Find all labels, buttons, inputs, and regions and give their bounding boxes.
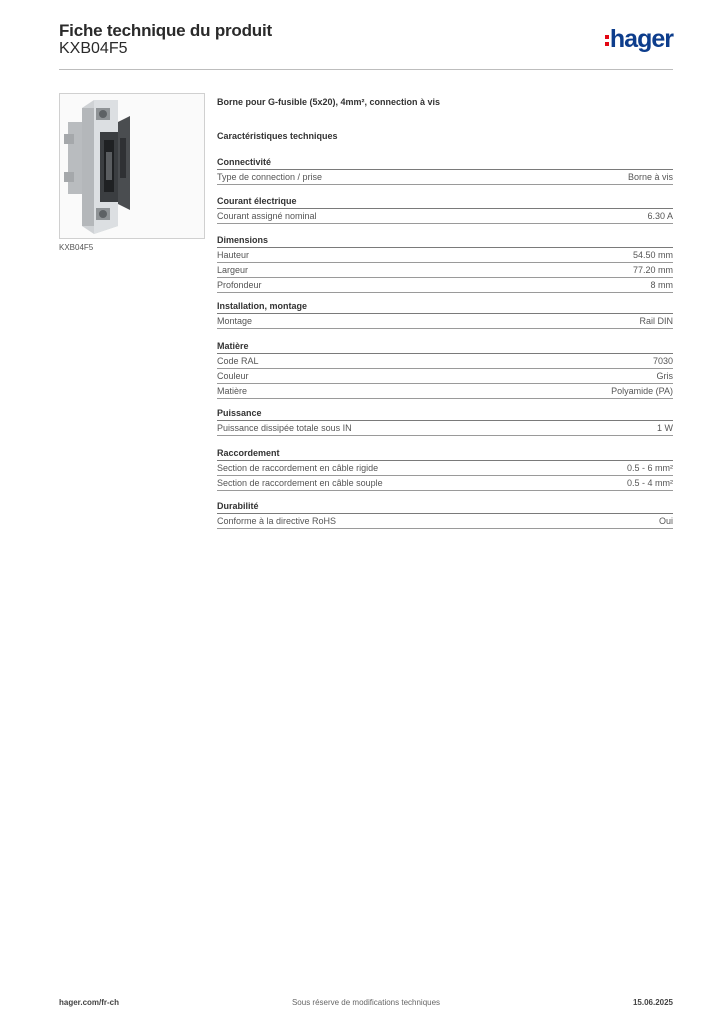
page-header	[59, 21, 673, 70]
fuse-terminal-illustration	[60, 94, 204, 238]
section	[217, 406, 673, 436]
product-reference: KXB04F5	[59, 40, 128, 57]
spec-value: 0.5 - 6 mm²	[626, 463, 673, 473]
spec-value: 54.50 mm	[632, 250, 673, 260]
spec-row	[217, 384, 673, 399]
section	[217, 299, 673, 329]
section-title: Puissance	[217, 406, 673, 421]
technical-characteristics-title: Caractéristiques techniques	[217, 131, 338, 141]
section	[217, 446, 673, 491]
spec-label: Courant assigné nominal	[217, 211, 317, 221]
spec-value: 7030	[652, 356, 673, 366]
spec-value: 6.30 A	[647, 211, 673, 221]
hager-logo	[605, 25, 673, 53]
spec-value: 8 mm	[650, 280, 673, 290]
section-title: Dimensions	[217, 233, 673, 248]
spec-value: 0.5 - 4 mm²	[626, 478, 673, 488]
spec-label: Hauteur	[217, 250, 250, 260]
spec-label: Profondeur	[217, 280, 262, 290]
footer-date: 15.06.2025	[632, 998, 673, 1007]
section-title: Installation, montage	[217, 299, 673, 314]
spec-label: Code RAL	[217, 356, 259, 366]
spec-row	[217, 314, 673, 329]
section-title: Raccordement	[217, 446, 673, 461]
spec-value: Oui	[658, 516, 673, 526]
logo-text: hager	[609, 24, 673, 53]
spec-value: Borne à vis	[627, 172, 673, 182]
spec-row	[217, 354, 673, 369]
spec-row	[217, 248, 673, 263]
spec-label: Montage	[217, 316, 253, 326]
section-title: Courant électrique	[217, 194, 673, 209]
section	[217, 194, 673, 224]
spec-row	[217, 476, 673, 491]
section	[217, 499, 673, 529]
spec-row	[217, 209, 673, 224]
spec-label: Matière	[217, 386, 248, 396]
spec-row	[217, 263, 673, 278]
spec-label: Type de connection / prise	[217, 172, 323, 182]
image-caption: KXB04F5	[59, 243, 94, 252]
spec-row	[217, 278, 673, 293]
section	[217, 339, 673, 399]
spec-row	[217, 514, 673, 529]
section-title: Matière	[217, 339, 673, 354]
spec-value: 77.20 mm	[632, 265, 673, 275]
spec-row	[217, 461, 673, 476]
spec-value: 1 W	[656, 423, 673, 433]
spec-label: Section de raccordement en câble souple	[217, 478, 383, 488]
logo-dots-icon	[605, 35, 609, 46]
spec-row	[217, 170, 673, 185]
section	[217, 233, 673, 293]
spec-value: Polyamide (PA)	[611, 386, 673, 396]
document-title: Fiche technique du produit	[59, 21, 272, 40]
section	[217, 155, 673, 185]
footer-notice: Sous réserve de modifications techniques	[291, 998, 441, 1007]
spec-value: Rail DIN	[639, 316, 673, 326]
spec-row	[217, 421, 673, 436]
spec-label: Couleur	[217, 371, 249, 381]
product-image	[59, 93, 205, 239]
spec-label: Section de raccordement en câble rigide	[217, 463, 379, 473]
spec-label: Largeur	[217, 265, 249, 275]
footer-website[interactable]: hager.com/fr-ch	[59, 998, 120, 1007]
spec-label: Conforme à la directive RoHS	[217, 516, 337, 526]
spec-label: Puissance dissipée totale sous IN	[217, 423, 352, 433]
product-description: Borne pour G-fusible (5x20), 4mm², connection à vis	[217, 97, 441, 107]
spec-row	[217, 369, 673, 384]
spec-value: Gris	[656, 371, 673, 381]
section-title: Durabilité	[217, 499, 673, 514]
section-title: Connectivité	[217, 155, 673, 170]
